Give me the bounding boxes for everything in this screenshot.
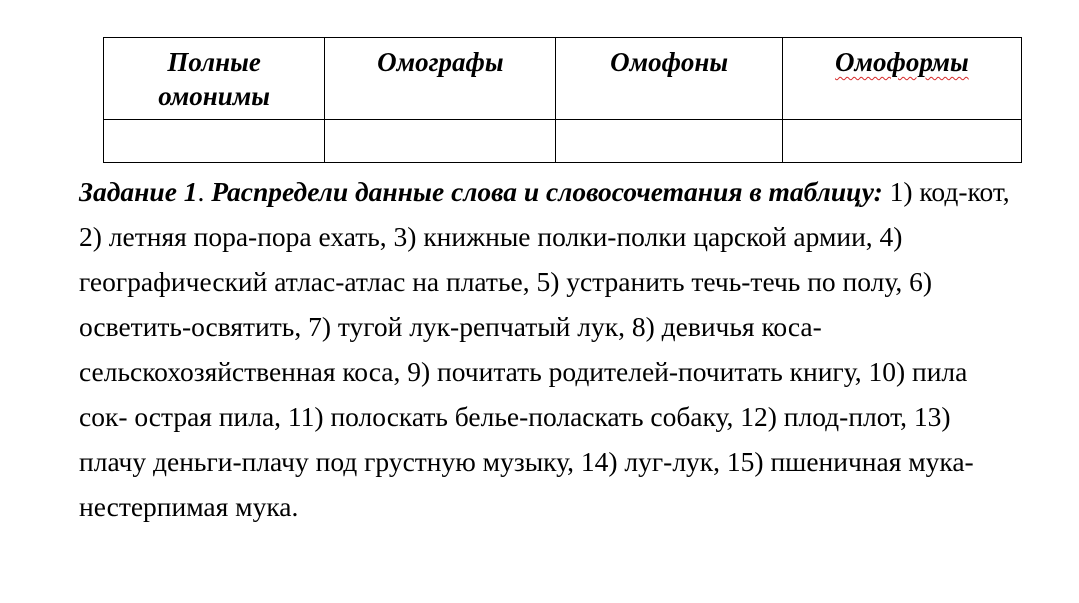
table-header-row <box>104 38 1022 120</box>
header-full-homonyms: Полные омонимы <box>104 38 325 120</box>
task-body: 1) код-кот, 2) летняя пора-пора ехать, 3) книжные полки-полки царской армии, 4) географический атлас-атлас на платье, 5) устранить течь-течь по полу, 6) осветить-освятить, 7) тугой лук-репчатый лук, 8) девичья коса-сельскохозяйственная коса, 9) почитать родителей-почитать книгу, 10) пила сок- острая пила, 11) полоскать белье-поласкать собаку, 12) плод-плот, 13) плачу деньги-плачу под грустную музыку, 14) луг-лук, 15) пшеничная мука-нестерпимая мука. <box>79 176 1010 522</box>
homonym-table <box>103 37 1022 163</box>
table-cell[interactable] <box>556 120 782 163</box>
table-cell[interactable] <box>782 120 1021 163</box>
task-heading-dot: . <box>197 176 205 207</box>
header-homophones: Омофоны <box>556 38 782 120</box>
table-cell[interactable] <box>325 120 556 163</box>
task-paragraph <box>79 169 1019 529</box>
task-heading-label: Задание 1 <box>79 176 198 207</box>
table-row <box>104 120 1022 163</box>
task-instruction: Распредели данные слова и словосочетания в таблицу: <box>204 176 883 207</box>
spellcheck-underlined-word: Омоформы <box>835 47 969 77</box>
table-cell[interactable] <box>104 120 325 163</box>
header-homoforms <box>782 38 1021 120</box>
header-homographs: Омографы <box>325 38 556 120</box>
